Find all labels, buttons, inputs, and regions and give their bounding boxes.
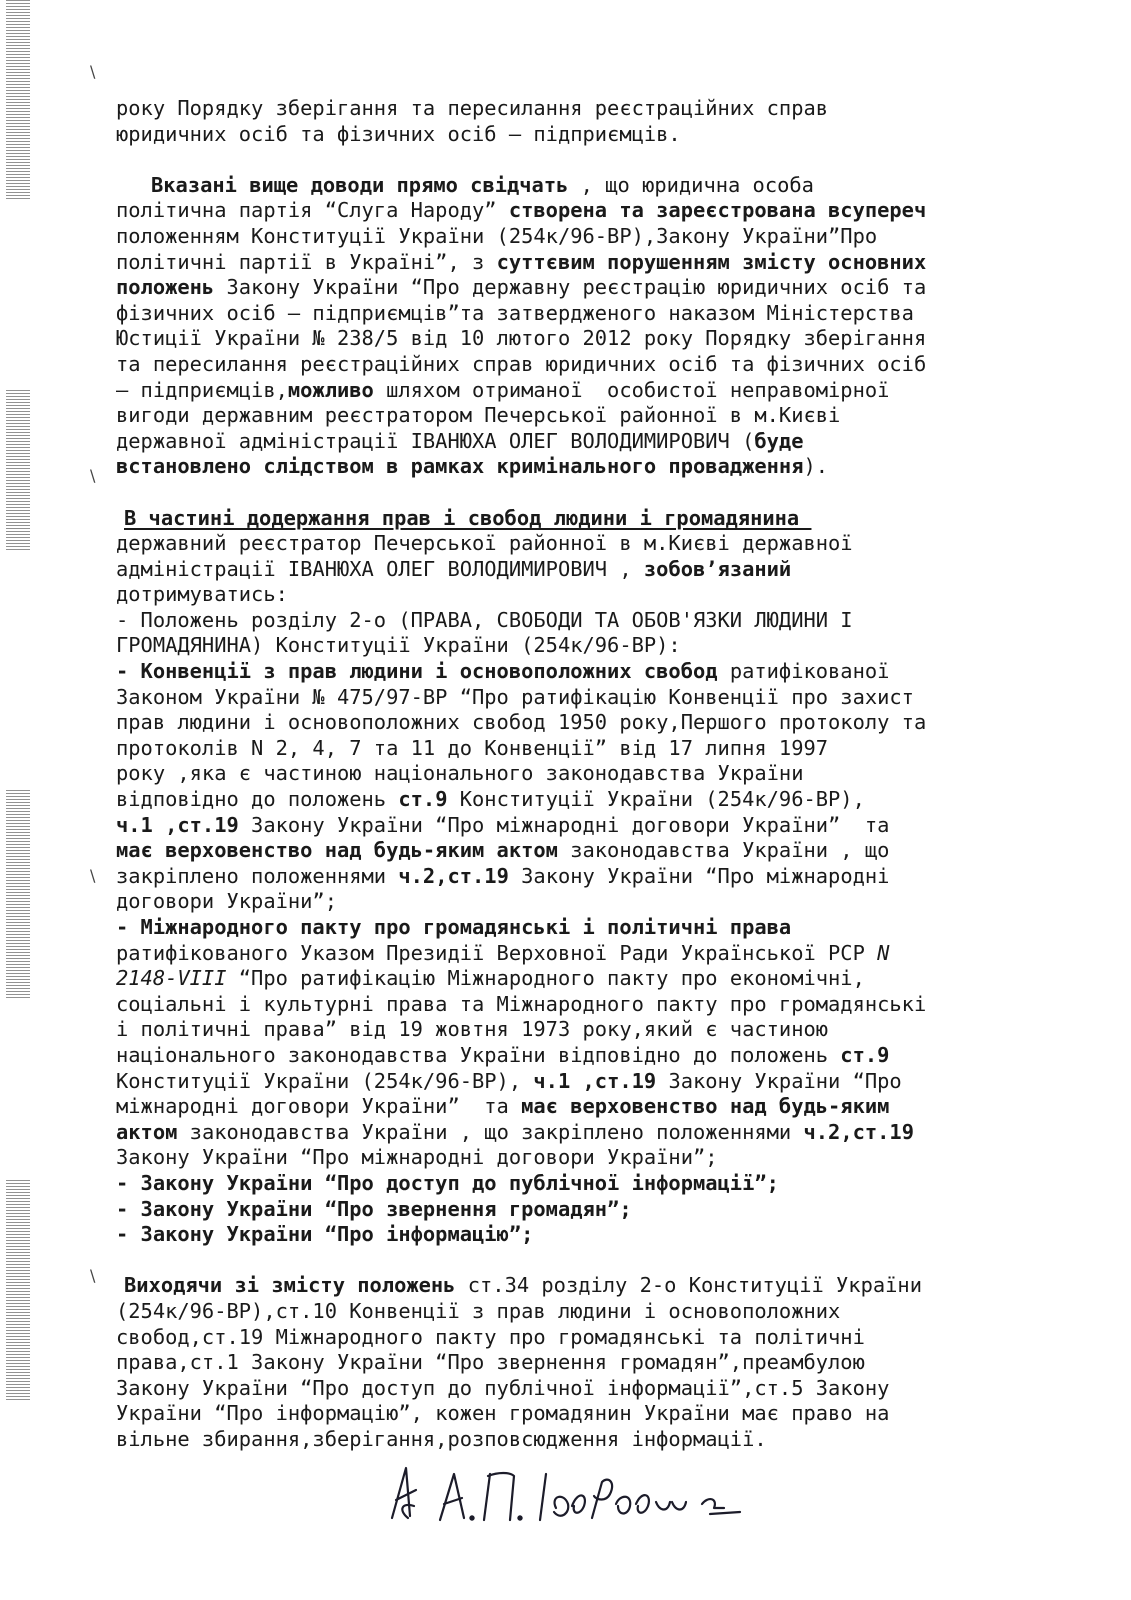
text-line [116, 685, 1016, 711]
text-line [116, 224, 1016, 250]
text-span: законодавства України , що закріплено положеннями [177, 1119, 804, 1144]
text-span-bold: - Закону України “Про доступ до публічної інформації”; [116, 1170, 779, 1195]
text-span: Юстиції України № 238/5 від 10 лютого 2012 року Порядку зберігання [116, 326, 927, 351]
paragraph-gap [116, 147, 1016, 173]
text-span: законодавства України , що [557, 838, 890, 863]
text-span-bold: має верховенство над будь-яким [521, 1094, 890, 1119]
text-span: ратифікованої [717, 659, 890, 684]
scan-noise [6, 390, 30, 550]
text-span-bold: Виходячи зі змісту положень [124, 1273, 456, 1298]
text-span-bold: Вказані вище доводи прямо свідчать [151, 172, 569, 197]
text-line [116, 761, 1016, 787]
text-span-bold: ч.1 ,ст.19 [116, 812, 239, 837]
text-span: юридичних осіб та фізичних осіб – підприємців. [116, 121, 681, 146]
paragraph-gap [116, 480, 1016, 506]
text-line [116, 889, 1016, 915]
text-span: Закону України “Про [656, 1068, 902, 1093]
text-span: протоколів N 2, 4, 7 та 11 до Конвенції” від 17 липня 1997 [116, 735, 829, 760]
text-line [116, 1376, 1016, 1402]
text-span-bold: положень [116, 275, 215, 300]
text-line [116, 659, 1016, 685]
scan-noise [6, 1180, 30, 1400]
text-span-bold: зобов’язаний [643, 556, 792, 581]
text-line [116, 1350, 1016, 1376]
text-line [116, 173, 1016, 199]
text-line [116, 813, 1016, 839]
text-line [116, 454, 1016, 480]
text-span: Закону України “Про доступ до публічної інформації”,ст.5 Закону [116, 1375, 890, 1400]
text-line [116, 1043, 1016, 1069]
text-span: адміністрації ІВАНЮХА ОЛЕГ ВОЛОДИМИРОВИЧ , [116, 556, 644, 581]
text-span: ГРОМАДЯНИНА) Конституції України (254к/96-ВР): [116, 633, 681, 658]
text-line [116, 531, 1016, 557]
margin-tick-mark: \ [90, 1266, 96, 1285]
text-span: відповідно до положень [116, 787, 399, 812]
text-line [116, 1171, 1016, 1197]
text-span-bold: можливо [287, 377, 374, 402]
scan-edge-artifact [0, 0, 40, 1600]
text-span: свобод,ст.19 Міжнародного пакту про громадянські та політичні [116, 1324, 865, 1349]
section-heading [116, 506, 1016, 532]
text-line [116, 633, 1016, 659]
text-span: політичні партії в Україні”, з [116, 249, 497, 274]
text-span-bold: - Конвенції з прав людини і основоположних свобод [116, 659, 718, 684]
text-line [116, 1120, 1016, 1146]
text-line [116, 941, 1016, 967]
text-line [116, 301, 1016, 327]
text-span: - Положень розділу 2-о (ПРАВА, СВОБОДИ ТА ОБОВ'ЯЗКИ ЛЮДИНИ І [116, 607, 853, 632]
text-span: прав людини і основоположних свобод 1950 року,Першого протоколу та [116, 710, 927, 735]
text-span: ). [803, 454, 829, 479]
text-span: соціальні і культурні права та Міжнародного пакту про громадянські [116, 991, 927, 1016]
text-span-bold: ст.9 [840, 1042, 890, 1067]
text-span: державний реєстратор Печерської районної в м.Києві державної [116, 531, 853, 556]
text-span: положенням Конституції України (254к/96-ВР),Закону України”Про [116, 223, 878, 248]
text-span: Закону України “Про міжнародні договори України” та [238, 812, 890, 837]
text-line [116, 582, 1016, 608]
text-span-bold: суттєвим порушенням змісту основних [496, 249, 927, 274]
text-span: вигоди державним реєстратором Печерської районної в м.Києві [116, 403, 841, 428]
text-line [116, 1222, 1016, 1248]
scan-noise [6, 0, 30, 200]
text-span-bold: - Закону України “Про інформацію”; [116, 1222, 534, 1247]
text-span: дотримуватись: [116, 582, 288, 607]
text-line [116, 429, 1016, 455]
text-span-italic: N [877, 940, 890, 965]
text-span: політична партія “Слуга Народу” [116, 198, 509, 223]
text-span-bold: встановлено слідством в рамках кримінального провадження [116, 454, 804, 479]
text-line [116, 915, 1016, 941]
text-span: Закону України “Про міжнародні [508, 863, 890, 888]
text-span: державної адміністрації ІВАНЮХА ОЛЕГ ВОЛОДИМИРОВИЧ ( [116, 428, 755, 453]
text-span: та пересилання реєстраційних справ юридичних осіб та фізичних осіб [116, 351, 927, 376]
text-line [116, 1069, 1016, 1095]
margin-tick-mark: \ [90, 466, 96, 485]
text-span-bold: має верховенство над будь-яким актом [116, 838, 558, 863]
text-line [116, 198, 1016, 224]
text-line [116, 557, 1016, 583]
text-span: року Порядку зберігання та пересилання реєстраційних справ [116, 96, 829, 120]
text-span: шляхом отриманої особистої неправомірної [373, 377, 890, 402]
text-span: міжнародні договори України” та [116, 1094, 522, 1119]
text-span: Конституції України (254к/96-ВР), [116, 1068, 534, 1093]
text-span: ратифікованого Указом Президії Верховної Ради Української РСР [116, 940, 878, 965]
text-span-bold: - Міжнародного пакту про громадянські і політичні права [116, 915, 792, 939]
text-span: України “Про інформацію”, кожен громадянин України має право на [116, 1401, 890, 1426]
text-line [116, 1299, 1016, 1325]
text-span: Закону України “Про міжнародні договори України”; [116, 1145, 718, 1170]
text-line [116, 326, 1016, 352]
text-line [116, 966, 1016, 992]
text-span: національного законодавства України відповідно до положень [116, 1042, 841, 1067]
text-span: Закону України “Про державну реєстрацію юридичних осіб та [214, 275, 927, 300]
text-line [116, 250, 1016, 276]
margin-tick-mark: \ [90, 866, 96, 885]
text-span-bold-underline: В частині додержання прав і свобод людини і громадянина [124, 505, 812, 530]
margin-tick-mark: \ [90, 62, 96, 81]
text-span: ст.34 розділу 2-о Конституції України [455, 1273, 922, 1298]
text-span: , що юридична особа [568, 172, 814, 197]
text-line [116, 1017, 1016, 1043]
text-span-bold: ч.2,ст.19 [803, 1119, 914, 1144]
text-line [116, 96, 1016, 122]
text-line [116, 1427, 1016, 1453]
text-span: (254к/96-ВР),ст.10 Конвенції з прав людини і основоположних [116, 1298, 841, 1323]
text-line [116, 122, 1016, 148]
text-span-bold: ч.1 ,ст.19 [533, 1068, 657, 1093]
text-line [116, 608, 1016, 634]
text-span: і політичні права” від 19 жовтня 1973 року,який є частиною [116, 1017, 829, 1042]
text-line [116, 1197, 1016, 1223]
text-span: Конституції України (254к/96-ВР), [447, 787, 865, 812]
text-line [116, 378, 1016, 404]
text-line [116, 352, 1016, 378]
text-line [116, 864, 1016, 890]
text-span: Законом України № 475/97-ВР “Про ратифікацію Конвенції про захист [116, 684, 914, 709]
text-span: закріплено положеннями [116, 863, 399, 888]
scan-noise [6, 790, 30, 1000]
paragraph-gap [116, 1248, 1016, 1274]
text-line [116, 710, 1016, 736]
text-span-bold: створена та зареєстрована всупереч [508, 198, 927, 223]
text-line [116, 787, 1016, 813]
text-line [116, 403, 1016, 429]
document-body [116, 96, 1016, 1452]
text-span: року ,яка є частиною національного законодавства України [116, 761, 804, 786]
text-span-bold: актом [116, 1119, 178, 1144]
text-line [116, 1325, 1016, 1351]
text-span-bold: ч.2,ст.19 [398, 863, 509, 888]
text-span-italic: 2148-VIII [116, 966, 227, 991]
text-line [116, 736, 1016, 762]
text-line [116, 1094, 1016, 1120]
text-span: – підприємців, [116, 377, 288, 402]
text-span-bold: - Закону України “Про звернення громадян”; [116, 1196, 632, 1221]
text-span: вільне збирання,зберігання,розповсюдження інформації. [116, 1426, 767, 1451]
text-span: договори України”; [116, 889, 337, 914]
text-span: права,ст.1 Закону України “Про звернення громадян”,преамбулою [116, 1350, 865, 1375]
text-line [116, 1145, 1016, 1171]
text-span: фізичних осіб – підприємців”та затвердженого наказом Міністерства [116, 300, 914, 325]
text-span-bold: буде [754, 428, 804, 453]
text-span: “Про ратифікацію Міжнародного пакту про економічні, [226, 966, 865, 991]
text-line [116, 992, 1016, 1018]
text-line [116, 1273, 1016, 1299]
text-line [116, 838, 1016, 864]
text-line [116, 275, 1016, 301]
text-span-bold: ст.9 [398, 787, 448, 812]
handwritten-signature [380, 1460, 800, 1530]
text-line [116, 1401, 1016, 1427]
